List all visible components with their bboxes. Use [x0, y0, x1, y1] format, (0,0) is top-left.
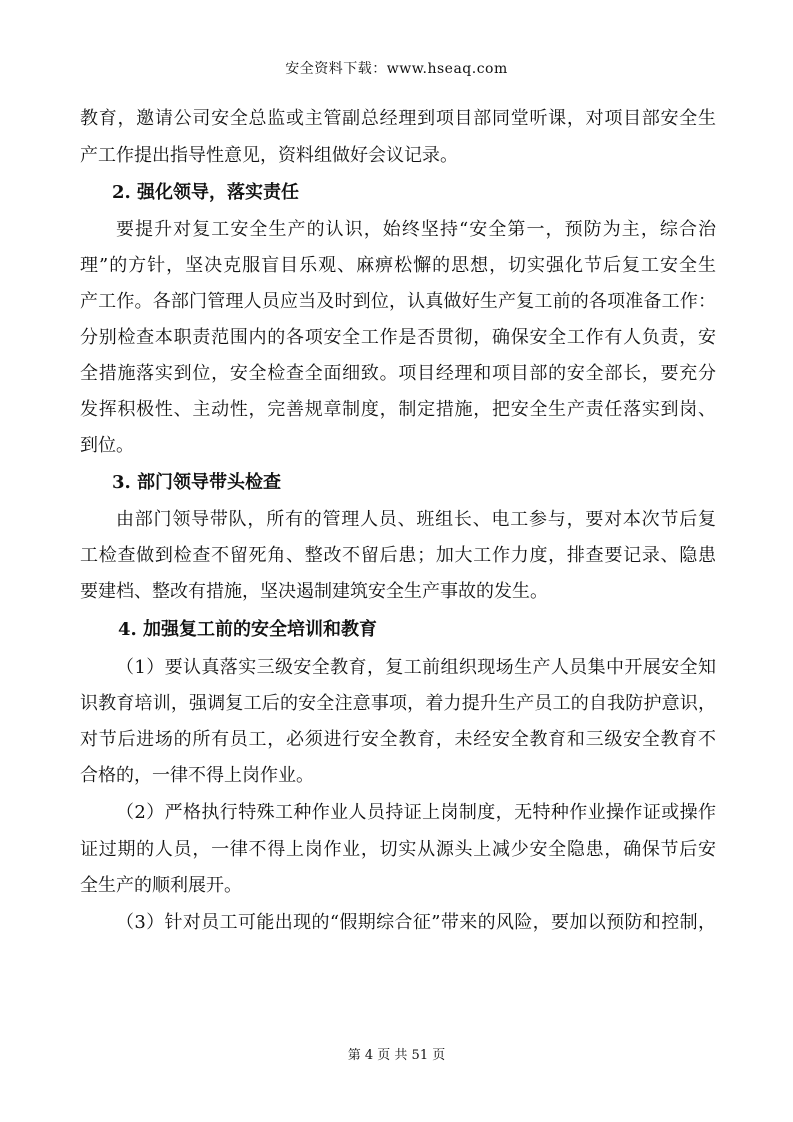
section-heading: 4. 加强复工前的安全培训和教育 [118, 619, 378, 640]
section-heading: 2. 强化领导，落实责任 [112, 182, 300, 203]
paragraph-line: 到位。 [80, 435, 134, 456]
paragraph-line: 要提升对复工安全生产的认识，始终坚持“安全第一，预防为主，综合治 [116, 219, 716, 240]
page-header: 安全资料下载：www.hseaq.com [285, 61, 508, 77]
paragraph-line: 全生产的顺利展开。 [80, 875, 242, 896]
paragraph-line: 全措施落实到位，安全检查全面细致。项目经理和项目部的安全部长，要充分 [80, 363, 716, 384]
paragraph-line: （3）针对员工可能出现的“假期综合征”带来的风险，要加以预防和控制， [116, 912, 716, 933]
paragraph-line: （2）严格执行特殊工种作业人员持证上岗制度，无特种作业操作证或操作 [116, 802, 716, 823]
paragraph-line: 对节后进场的所有员工，必须进行安全教育，未经安全教育和三级安全教育不 [80, 729, 716, 750]
paragraph-line: 证过期的人员，一律不得上岗作业，切实从源头上减少安全隐患，确保节后安 [80, 839, 716, 860]
paragraph-line: 合格的，一律不得上岗作业。 [80, 765, 314, 786]
paragraph-line: 发挥积极性、主动性，完善规章制度，制定措施，把安全生产责任落实到岗、 [80, 399, 716, 420]
paragraph-line: （1）要认真落实三级安全教育，复工前组织现场生产人员集中开展安全知 [116, 657, 716, 678]
paragraph-line: 由部门领导带队，所有的管理人员、班组长、电工参与，要对本次节后复 [116, 509, 716, 530]
page-number: 第 4 页 共 51 页 [347, 1048, 446, 1063]
section-heading: 3. 部门领导带头检查 [112, 472, 282, 493]
paragraph-line: 要建档、整改有措施，坚决遏制建筑安全生产事故的发生。 [80, 581, 548, 602]
paragraph-line: 识教育培训，强调复工后的安全注意事项，着力提升生产员工的自我防护意识， [80, 693, 716, 714]
paragraph-line: 分别检查本职责范围内的各项安全工作是否贯彻，确保安全工作有人负责，安 [80, 327, 716, 348]
paragraph-line: 产工作提出指导性意见，资料组做好会议记录。 [80, 145, 458, 166]
document-body [80, 100, 716, 942]
paragraph-line: 工检查做到检查不留死角、整改不留后患；加大工作力度，排查要记录、隐患 [80, 545, 716, 566]
paragraph-line: 教育，邀请公司安全总监或主管副总经理到项目部同堂听课，对项目部安全生 [80, 108, 716, 129]
paragraph-line: 产工作。各部门管理人员应当及时到位，认真做好生产复工前的各项准备工作： [80, 291, 716, 312]
paragraph-line: 理”的方针，坚决克服盲目乐观、麻痹松懈的思想，切实强化节后复工安全生 [80, 255, 716, 276]
